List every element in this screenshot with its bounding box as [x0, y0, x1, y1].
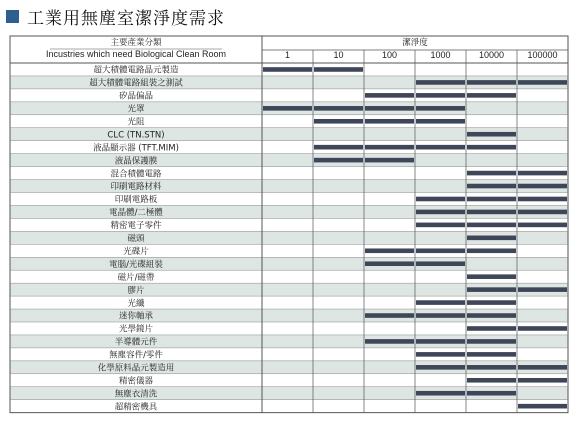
requirement-bar: [416, 365, 465, 370]
requirement-bar: [263, 67, 312, 72]
row-label: 光碟片: [123, 246, 149, 257]
row-shade: [10, 257, 568, 270]
requirement-bar: [467, 223, 516, 228]
row-label: 精密電子零件: [110, 221, 162, 232]
requirement-bar: [416, 248, 465, 253]
requirement-bar: [416, 261, 465, 266]
row-label: 液晶保護膜: [114, 156, 158, 167]
requirement-bar: [467, 287, 516, 292]
requirement-bar: [467, 236, 516, 241]
class-header-10: 10: [333, 50, 344, 60]
requirement-bar: [518, 326, 567, 331]
requirement-bar: [365, 145, 414, 150]
row-label: 半導體元件: [114, 337, 158, 348]
title-text: 工業用無塵室潔淨度需求: [27, 8, 225, 29]
requirement-bar: [467, 274, 516, 279]
row-label: 混合積體電路: [110, 169, 162, 180]
requirement-bar: [518, 404, 567, 409]
requirement-bar: [365, 158, 414, 163]
requirement-bar: [365, 339, 414, 344]
requirement-bar: [467, 352, 516, 357]
requirement-bar: [365, 106, 414, 111]
requirement-bar: [518, 210, 567, 215]
requirement-bar: [416, 106, 465, 111]
row-label: 電晶體/二極體: [109, 208, 163, 219]
requirement-bar: [467, 80, 516, 85]
requirement-bar: [416, 339, 465, 344]
row-label: 液晶顯示器 (TFT.MIM): [93, 143, 179, 154]
header-cleanliness: 潔淨度: [402, 38, 428, 48]
requirement-bar: [416, 197, 465, 202]
requirement-bar: [518, 80, 567, 85]
header-industry-en: Incustries which need Biological Clean Room: [45, 49, 227, 59]
requirement-bar: [467, 184, 516, 189]
requirement-bar: [416, 300, 465, 305]
requirement-bar: [467, 365, 516, 370]
requirement-bar: [416, 93, 465, 98]
requirement-bar: [467, 300, 516, 305]
requirement-bar: [365, 248, 414, 253]
requirement-bar: [467, 210, 516, 215]
requirement-bar: [518, 378, 567, 383]
requirement-bar: [467, 132, 516, 137]
requirement-bar: [467, 339, 516, 344]
requirement-bar: [467, 93, 516, 98]
requirement-bar: [518, 223, 567, 228]
class-header-100: 100: [381, 50, 398, 60]
requirement-bar: [416, 352, 465, 357]
row-label: 光阻: [127, 117, 145, 128]
requirement-bar: [263, 106, 312, 111]
requirement-bar: [518, 287, 567, 292]
class-header-100000: 100000: [527, 50, 558, 60]
row-label: 磁片/磁帶: [117, 272, 155, 283]
requirement-bar: [416, 145, 465, 150]
row-label: 印刷電路板: [114, 195, 158, 206]
requirement-bar: [416, 313, 465, 318]
requirement-bar: [416, 223, 465, 228]
row-shade: [10, 154, 568, 167]
requirement-bar: [518, 365, 567, 370]
requirement-bar: [518, 197, 567, 202]
requirement-bar: [314, 119, 363, 124]
row-label: 迷你軸承: [118, 311, 154, 322]
requirement-bar: [467, 171, 516, 176]
class-header-1000: 1000: [430, 50, 451, 60]
row-label: 磁頭: [127, 234, 145, 245]
requirement-bar: [314, 158, 363, 163]
requirement-bar: [467, 326, 516, 331]
requirement-bar: [416, 391, 465, 396]
row-label: 光罩: [127, 104, 145, 115]
requirement-bar: [365, 93, 414, 98]
requirement-bar: [314, 106, 363, 111]
row-label: 矽晶偏晶: [118, 91, 154, 102]
requirement-bar: [518, 184, 567, 189]
row-label: 電腦/光碟組裝: [109, 259, 163, 270]
row-label: 超大積體電路組裝之測試: [89, 78, 183, 89]
requirement-bar: [467, 248, 516, 253]
requirement-bar: [467, 378, 516, 383]
requirement-bar: [365, 119, 414, 124]
class-header-1: 1: [284, 50, 291, 60]
requirement-bar: [365, 313, 414, 318]
requirement-bar: [467, 197, 516, 202]
class-header-10000: 10000: [478, 50, 505, 60]
row-label: 無塵衣清洗: [114, 389, 158, 400]
row-label: 無塵容件/零件: [109, 350, 163, 361]
requirement-bar: [518, 171, 567, 176]
row-label: 超大積體電路晶元製造: [93, 65, 179, 76]
row-label: 印刷電路材料: [110, 182, 162, 193]
requirement-bar: [416, 80, 465, 85]
row-label: CLC (TN.STN): [107, 130, 165, 141]
requirement-bar: [314, 145, 363, 150]
row-label: 光學鏡片: [118, 324, 154, 335]
row-label: 膠片: [127, 285, 145, 296]
requirement-bar: [416, 210, 465, 215]
requirement-bar: [467, 313, 516, 318]
row-label: 超精密機具: [114, 402, 158, 413]
row-label: 光纖: [127, 298, 145, 309]
requirement-bar: [365, 261, 414, 266]
requirement-bar: [467, 145, 516, 150]
requirement-bar: [467, 391, 516, 396]
row-label: 精密儀器: [118, 376, 154, 387]
header-industry-zh: 主要產業分類: [110, 38, 162, 48]
requirement-bar: [416, 119, 465, 124]
row-label: 化學原料晶元製造用: [97, 363, 175, 374]
requirement-bar: [314, 67, 363, 72]
